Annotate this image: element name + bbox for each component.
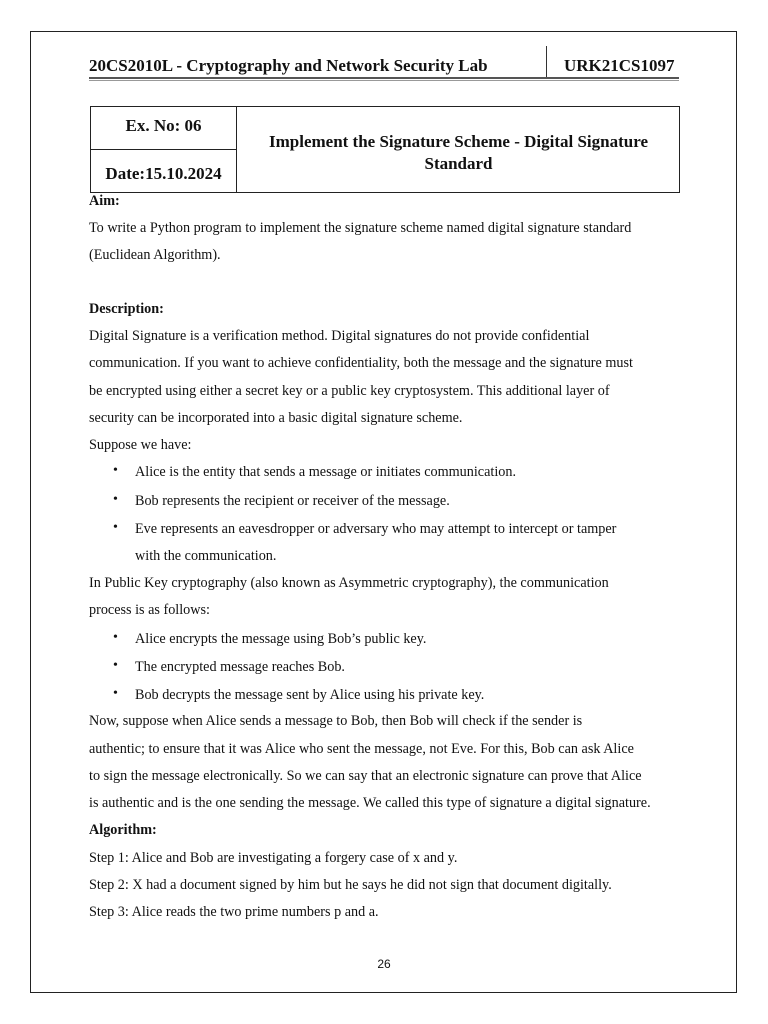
description-line: Now, suppose when Alice sends a message to Bob, then Bob will check if the sender is <box>89 713 583 729</box>
bullet-icon: • <box>113 658 118 673</box>
list-item: The encrypted message reaches Bob. <box>135 659 345 675</box>
exercise-number: Ex. No: 06 <box>125 116 202 135</box>
description-line: be encrypted using either a secret key or a public key cryptosystem. This additional layer of <box>89 383 610 399</box>
course-title: 20CS2010L - Cryptography and Network Security Lab <box>89 56 488 75</box>
bullet-icon: • <box>113 630 118 645</box>
description-line: is authentic and is the one sending the message. We called this type of signature a digital signature. <box>89 795 651 811</box>
exercise-date: Date:15.10.2024 <box>105 164 222 183</box>
bullet-icon: • <box>113 463 118 478</box>
header-rule-thin <box>89 80 679 81</box>
bullet-icon: • <box>113 686 118 701</box>
algorithm-heading: Algorithm: <box>89 822 157 838</box>
header-rule <box>89 77 679 79</box>
aim-line: To write a Python program to implement the signature scheme named digital signature standard <box>89 220 632 236</box>
list-item: Bob represents the recipient or receiver of the message. <box>135 493 450 509</box>
exercise-table <box>90 106 680 193</box>
algorithm-step: Step 1: Alice and Bob are investigating a forgery case of x and y. <box>89 850 458 866</box>
exercise-title: Implement the Signature Scheme - Digital Signature Standard <box>268 132 649 173</box>
description-line: process is as follows: <box>89 602 210 618</box>
description-line: communication. If you want to achieve confidentiality, both the message and the signature must <box>89 355 633 371</box>
aim-heading: Aim: <box>89 193 120 209</box>
list-item: Eve represents an eavesdropper or adversary who may attempt to intercept or tamper <box>135 521 617 537</box>
bullet-icon: • <box>113 520 118 535</box>
list-item: Alice encrypts the message using Bob’s public key. <box>135 631 427 647</box>
register-number: URK21CS1097 <box>564 56 675 75</box>
algorithm-step: Step 3: Alice reads the two prime numbers p and a. <box>89 904 379 920</box>
page-number: 26 <box>377 957 391 971</box>
list-item: Alice is the entity that sends a message or initiates communication. <box>135 464 516 480</box>
header-separator <box>546 46 547 79</box>
bullet-icon: • <box>113 492 118 507</box>
table-horizontal-divider <box>91 149 236 150</box>
description-line: authentic; to ensure that it was Alice who sent the message, not Eve. For this, Bob can ask Alice <box>89 741 634 757</box>
algorithm-step: Step 2: X had a document signed by him but he says he did not sign that document digitally. <box>89 877 612 893</box>
description-heading: Description: <box>89 301 164 317</box>
description-line: In Public Key cryptography (also known as Asymmetric cryptography), the communication <box>89 575 609 591</box>
list-item: Bob decrypts the message sent by Alice using his private key. <box>135 687 485 703</box>
aim-line: (Euclidean Algorithm). <box>89 247 221 263</box>
list-item-continuation: with the communication. <box>135 548 277 564</box>
suppose-line: Suppose we have: <box>89 437 192 453</box>
description-line: to sign the message electronically. So we can say that an electronic signature can prove that Alice <box>89 768 642 784</box>
description-line: security can be incorporated into a basic digital signature scheme. <box>89 410 463 426</box>
description-line: Digital Signature is a verification method. Digital signatures do not provide confidential <box>89 328 590 344</box>
